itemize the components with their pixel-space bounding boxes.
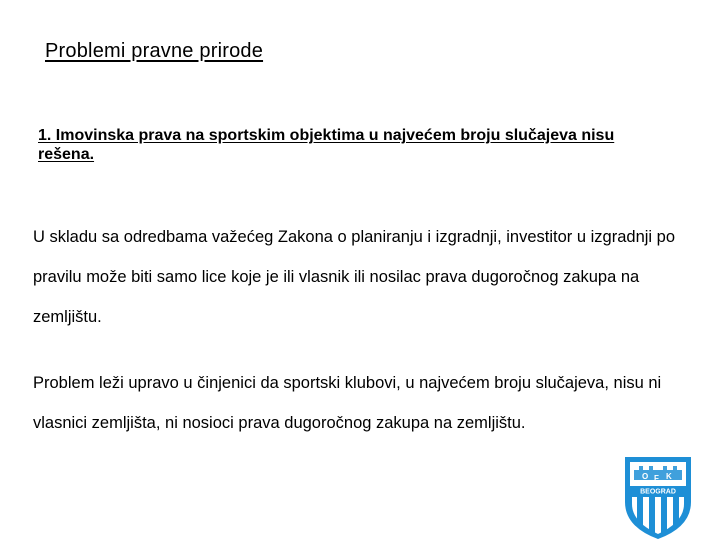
numbered-point: 1. Imovinska prava na sportskim objektima u najvećem broju slučajeva nisu rešena. bbox=[38, 127, 615, 163]
logo-letter-k: K bbox=[666, 472, 672, 481]
logo-letter-f: F bbox=[654, 474, 659, 483]
logo-city: BEOGRAD bbox=[640, 488, 676, 496]
logo-letter-o: O bbox=[642, 472, 649, 481]
slide-title: Problemi pravne prirode bbox=[45, 40, 264, 62]
ofk-beograd-logo bbox=[620, 452, 696, 540]
paragraph-investor: U skladu sa odredbama važećeg Zakona o planiranju i izgradnji, investitor u izgradnji po pravilu može biti samo lice koje je ili vlasnik ili nosilac prava dugoročnog zakupa na zemljištu. bbox=[33, 228, 676, 326]
paragraph-problem: Problem leži upravo u činjenici da sportski klubovi, u najvećem broju slučajeva, nisu ni vlasnici zemljišta, ni nosioci prava dugoročnog zakupa na zemljištu. bbox=[33, 374, 662, 432]
